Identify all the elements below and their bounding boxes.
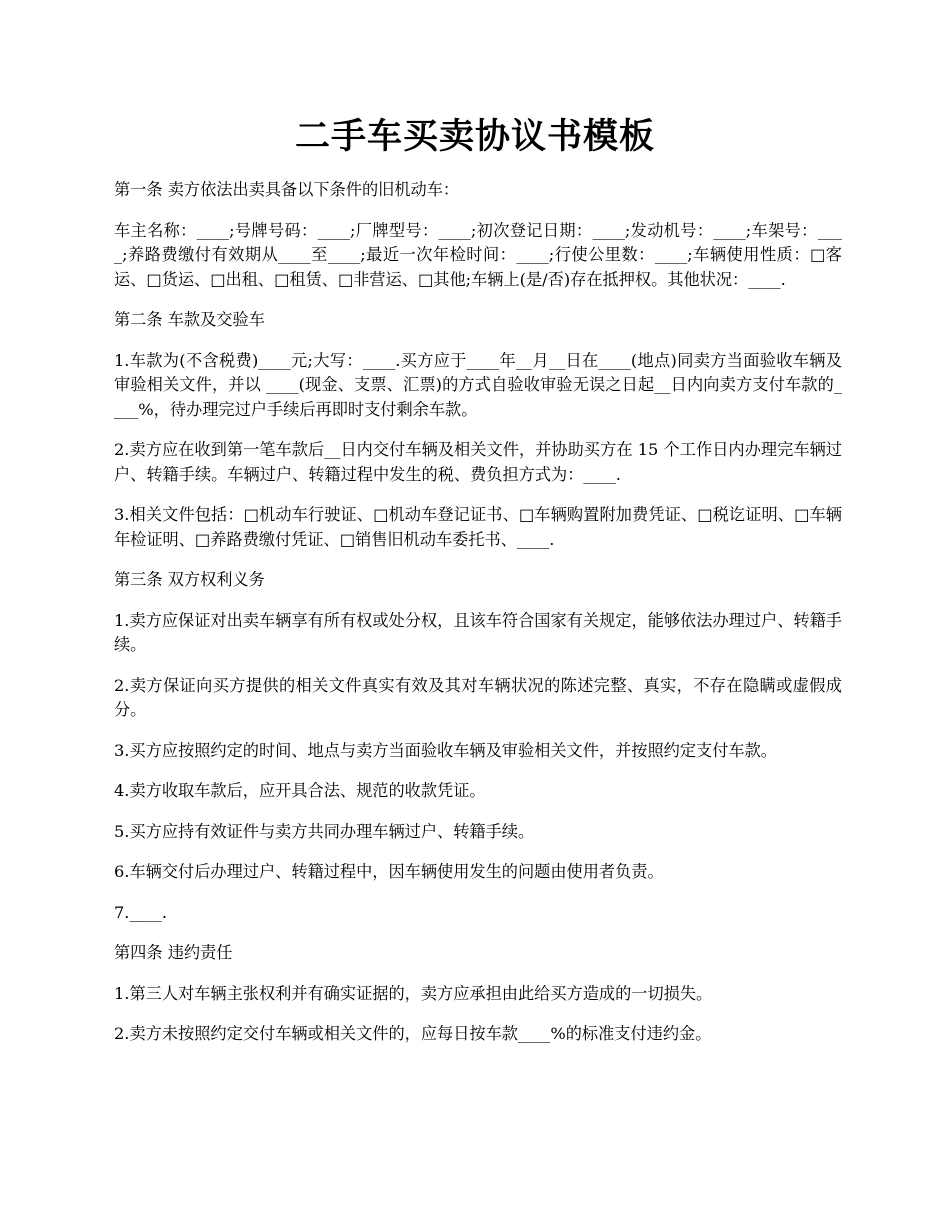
article-3-clause-6: 6.车辆交付后办理过户、转籍过程中，因车辆使用发生的问题由使用者负责。 [114, 862, 664, 881]
document-title: 二手车买卖协议书模板 [294, 116, 655, 157]
article-3-clause-1: 1.卖方应保证对出卖车辆享有所有权或处分权，且该车符合国家有关规定，能够依法办理过户、转籍手续。 [114, 610, 842, 654]
article-4-clause-2: 2.卖方未按照约定交付车辆或相关文件的，应每日按车款____%的标准支付违约金。 [114, 1024, 712, 1043]
article-3-clause-2: 2.卖方保证向买方提供的相关文件真实有效及其对车辆状况的陈述完整、真实，不存在隐瞒或虚假成分。 [114, 675, 842, 719]
article-2-clause-3: 3.相关文件包括：□机动车行驶证、□机动车登记证书、□车辆购置附加费凭证、□税讫证明、□车辆年检证明、□养路费缴付凭证、□销售旧机动车委托书、____. [114, 505, 842, 549]
article-4-clause-1: 1.第三人对车辆主张权利并有确实证据的，卖方应承担由此给买方造成的一切损失。 [114, 983, 713, 1003]
article-3-clause-5: 5.买方应持有效证件与卖方共同办理车辆过户、转籍手续。 [114, 821, 535, 841]
article-2-clause-1: 1.车款为(不含税费)____元;大写：____.买方应于____年__月__日在____(地点)同卖方当面验收车辆及审验相关文件，并以 ____(现金、支票、汇票)的方式自验收审验无误之日起__日内向卖方支付车款的____%，待办理完过户手续后再即时支付剩余车款。 [114, 350, 842, 419]
article-4-heading: 第四条 违约责任 [114, 943, 233, 962]
article-3-clause-7: 7.____. [114, 902, 167, 922]
article-1-heading: 第一条 卖方依法出卖具备以下条件的旧机动车： [114, 180, 460, 199]
document-body [114, 178, 842, 1063]
article-3-clause-4: 4.卖方收取车款后，应开具合法、规范的收款凭证。 [114, 781, 486, 800]
article-3-clause-3: 3.买方应按照约定的时间、地点与卖方当面验收车辆及审验相关文件，并按照约定支付车款。 [114, 740, 777, 760]
article-3-heading: 第三条 双方权利义务 [114, 570, 265, 589]
article-2-heading: 第二条 车款及交验车 [114, 310, 265, 329]
article-1-vehicle-details: 车主名称：____;号牌号码：____;厂牌型号：____;初次登记日期：____;发动机号：____;车架号：____;养路费缴付有效期从____至____;最近一次年检时间：____;行使公里数：____;车辆使用性质：□客运、□货运、□出租、□租赁、□非营运、□其他;车辆上(是/否)存在抵押权。其他状况：____. [114, 220, 842, 289]
article-2-clause-2: 2.卖方应在收到第一笔车款后__日内交付车辆及相关文件，并协助买方在 15 个工作日内办理完车辆过户、转籍手续。车辆过户、转籍过程中发生的税、费负担方式为：____. [114, 440, 842, 484]
